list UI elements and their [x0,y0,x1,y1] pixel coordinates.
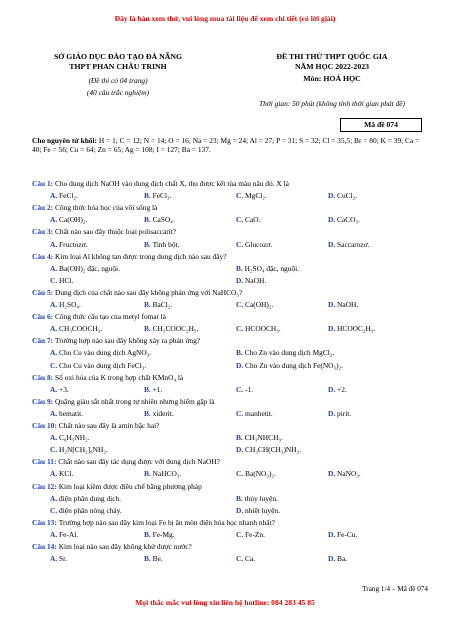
question-text: Quặng giàu sắt nhất trong tự nhiên nhưng hiếm gặp là [55,396,215,406]
option-letter: B. [144,191,153,201]
option-text: -1. [245,384,254,394]
question-number: Câu 9: [32,396,55,406]
option-text: Fructozơ. [59,239,88,249]
atomic-masses [32,136,427,155]
option-text: HCOOC₂H₅. [337,324,376,334]
answer-option[interactable] [50,554,67,563]
question-stem [32,336,432,345]
option-letter: B. [236,433,245,443]
option-letter: A. [50,384,60,394]
option-text: Cho Zn vào dung dịch Fe(NO₃)₂. [245,360,343,370]
question-text: Trường hợp nào sau đây kim loại Fe bị ăn mòn điện hóa học nhanh nhất? [58,517,275,527]
answer-row [32,385,432,397]
option-letter: C. [236,300,246,309]
exam-title: ĐỀ THI THỬ THPT QUỐC GIA [276,52,388,61]
header-left-notes [18,76,218,98]
answer-row [32,409,432,421]
answer-option[interactable] [50,506,122,515]
question-number: Câu 6: [32,312,55,322]
answer-option[interactable] [50,433,90,442]
option-text: Fe-Zn. [245,529,265,539]
option-letter: D. [328,554,338,564]
question-text: Chất nào sau đây thuộc loại polisaccarit? [55,227,177,237]
answer-option[interactable] [236,409,273,418]
answer-option[interactable] [50,530,78,539]
answer-row [32,530,432,542]
option-text: thủy luyện. [244,493,278,503]
option-letter: C. [236,324,246,334]
option-letter: C. [236,469,246,479]
question-stem [32,397,432,406]
option-letter: B. [144,529,153,539]
answer-option[interactable] [236,215,260,224]
option-text: CaO. [245,215,261,225]
option-letter: B. [144,239,153,249]
answer-option[interactable] [236,506,280,515]
answer-option[interactable] [144,324,198,333]
answer-option[interactable] [236,300,273,309]
question-number: Câu 5: [32,287,55,297]
question-stem [32,421,432,430]
answer-row [32,445,432,457]
answer-option[interactable] [328,324,375,333]
option-text: +3. [59,384,69,394]
answer-option[interactable] [236,361,343,370]
question-stem [32,227,432,236]
question-number: Câu 4: [32,251,55,261]
answer-option[interactable] [50,469,73,478]
question-number: Câu 14: [32,542,59,551]
answer-option[interactable] [328,530,357,539]
option-letter: A. [50,469,60,479]
answer-option[interactable] [328,554,347,563]
option-text: Fe-Mg. [152,529,175,539]
option-letter: C. [50,360,60,370]
option-text: KCl. [59,469,74,479]
option-letter: C. [236,529,246,539]
option-letter: D. [328,215,338,225]
school-year: NĂM HỌC 2022-2023 [294,61,370,71]
option-letter: B. [144,300,153,309]
answer-option[interactable] [236,264,299,273]
option-letter: D. [328,384,338,394]
option-text: Ba(NO₃)₂. [245,469,276,479]
option-letter: A. [50,215,60,225]
option-text: Cho Cu vào dung dịch AgNO₃. [59,348,152,358]
option-letter: D. [328,324,338,334]
answer-option[interactable] [236,348,334,357]
answer-option[interactable] [144,191,171,200]
option-text: HCl. [59,275,74,285]
option-text: pirit. [337,408,352,418]
option-text: CuCl₂. [337,191,358,201]
answer-option[interactable] [236,469,276,478]
question-number: Câu 11: [32,457,59,467]
question-stem [32,457,432,466]
page-count-note: (Đề thi có 04 trang) [88,76,148,85]
answer-option[interactable] [50,191,78,200]
option-letter: A. [50,348,60,358]
option-letter: B. [236,263,245,273]
answer-option[interactable] [50,240,87,249]
option-letter: C. [50,275,60,285]
answer-option[interactable] [236,554,255,563]
option-letter: A. [50,433,60,443]
answer-option[interactable] [144,530,175,539]
option-letter: C. [236,554,246,564]
answer-option[interactable] [236,385,253,394]
answer-option[interactable] [50,264,120,273]
option-text: H₂SO₄ đặc, nguội. [244,263,300,273]
answer-option[interactable] [236,494,278,503]
option-text: Ca. [245,554,256,564]
answer-option[interactable] [328,191,357,200]
question-number: Câu 1: [32,179,55,188]
question-count-note: (40 câu trắc nghiệm) [86,88,150,98]
answer-row [32,324,432,336]
question-text: Công thức cấu tạo của metyl fomat là [55,312,166,322]
department-name: SỞ GIÁO DỤC ĐÀO TẠO ĐÀ NẴNG [53,52,183,61]
option-text: CH₃COOC₂H₅. [152,324,199,334]
option-text: xiderit. [152,408,174,418]
option-letter: D. [328,191,338,201]
option-letter: A. [50,493,60,503]
answer-row [32,300,432,312]
option-letter: B. [236,348,245,358]
question-stem [32,482,432,491]
option-letter: B. [144,469,153,479]
option-text: Be. [152,554,163,564]
option-text: NaNO₃. [337,469,361,479]
answer-row [32,469,432,481]
answer-option[interactable] [328,300,358,309]
page-footer: Trang 1/4 – Mã đề 074 [362,585,428,593]
option-text: Ba(OH)₂ đặc, nguội. [59,263,120,273]
answer-option[interactable] [328,240,369,249]
option-text: FeCl₃. [152,191,172,201]
header-left [18,52,218,71]
option-text: điện phân dung dịch. [59,493,122,503]
option-letter: D. [236,505,246,515]
option-text: CH₃CH(CH₃)NH₂. [245,445,302,455]
question-stem [32,373,432,382]
answer-option[interactable] [50,409,83,418]
option-letter: C. [236,239,246,249]
option-letter: A. [50,263,60,273]
option-text: CaSO₄. [152,215,175,225]
option-text: C₆H₅NH₂. [59,433,90,443]
question-stem [32,542,432,551]
answer-option[interactable] [236,433,283,442]
option-letter: D. [236,445,246,455]
atomic-masses-text: H = 1; C = 12; N = 14; O = 16; Na = 23; Mg = 24; Al = 27; P = 31; S = 32; Cl = 35,5; Br = 80; K = 39; Ca = 40; Fe = 56; Cu = 64; Zn = 65; Ag = 108; I = 127; Ba = 137. [32,136,420,155]
answer-option[interactable] [144,300,172,309]
option-text: NaHCO₃. [152,469,182,479]
answer-option[interactable] [236,276,266,285]
exam-duration: Thời gian: 50 phút (không tính thời gian phát đề) [258,99,406,108]
question-number: Câu 13: [32,517,59,527]
option-letter: D. [328,239,338,249]
answer-row [32,240,432,252]
option-text: điện phân nóng chảy. [59,505,122,515]
answer-row [32,215,432,227]
answer-option[interactable] [144,409,174,418]
option-text: Glucozơ. [245,239,273,249]
option-text: CaCO₃. [337,215,360,225]
option-text: BaCl₂. [152,300,173,309]
question-text: Dung dịch của chất nào sau đây không phản ứng với NaHCO₃? [55,287,243,297]
question-stem [32,518,432,527]
answer-option[interactable] [50,445,108,454]
option-text: Tinh bột. [152,239,180,249]
option-text: CH₃NHCH₃. [244,433,283,443]
school-name: THPT PHAN CHÂU TRINH [69,61,167,71]
preview-banner: Đây là bản xem thử, vui lòng mua tài liệu để xem chi tiết (có lời giải) [114,14,336,23]
question-text: Kim loại nào sau đây không khử được nước? [58,542,192,551]
answer-option[interactable] [144,215,175,224]
option-letter: B. [144,554,153,564]
option-letter: C. [236,191,246,201]
option-letter: B. [144,408,153,418]
option-text: Cho Cu vào dung dịch FeCl₃. [59,360,147,370]
answer-option[interactable] [236,445,301,454]
option-text: Ba. [337,554,348,564]
option-text: HCOOCH₃. [245,324,281,334]
question-number: Câu 2: [32,203,55,213]
question-text: Số oxi hóa của K trong hợp chất KMnO₄ là [55,372,184,382]
question-text: Công thức hóa học của vôi sống là [55,203,158,213]
answer-row [32,361,432,373]
option-text: H₂N[CH₂]₆NH₂. [59,445,108,455]
option-letter: D. [236,275,246,285]
answer-row [32,264,432,276]
option-text: Fe-Al. [59,529,79,539]
answer-row [32,506,432,518]
question-stem [32,203,432,212]
answer-option[interactable] [50,276,73,285]
question-number: Câu 8: [32,372,55,382]
option-letter: B. [144,384,153,394]
option-letter: A. [50,554,60,564]
option-text: Fe-Cu. [337,529,358,539]
option-text: H₂SO₄. [59,300,81,309]
option-letter: B. [144,324,153,334]
option-letter: C. [236,215,246,225]
answer-option[interactable] [50,494,121,503]
option-letter: D. [328,408,338,418]
option-letter: D. [236,360,246,370]
question-text: Trường hợp nào sau đây không xảy ra phản ứng? [55,336,201,346]
question-number: Câu 7: [32,336,55,346]
question-stem [32,179,432,188]
option-text: hematit. [59,408,84,418]
question-text: Cho dung dịch NaOH vào dung dịch chất X, thu được kết tủa màu nâu đỏ. X là [55,179,289,188]
answer-option[interactable] [50,348,151,357]
answer-option[interactable] [328,385,347,394]
option-text: nhiệt luyện. [245,505,280,515]
answer-option[interactable] [144,554,163,563]
hotline-footer: Mọi thắc mắc vui lòng xin liên hệ hotline: 084 283 45 85 [135,598,315,607]
subject: Môn: HOÁ HỌC [303,74,361,84]
option-letter: C. [236,384,246,394]
option-text: Ca(OH)₂. [59,215,88,225]
exam-code-box: Mã đề 074 [340,118,422,132]
option-text: MgCl₂. [245,191,267,201]
answer-option[interactable] [236,324,281,333]
option-text: manhetit. [245,408,273,418]
option-text: CH₃COOCH₃. [59,324,103,334]
answer-option[interactable] [236,240,272,249]
question-number: Câu 3: [32,227,55,237]
answer-option[interactable] [236,530,265,539]
answer-option[interactable] [144,385,162,394]
option-text: FeCl₂. [59,191,78,201]
answer-option[interactable] [236,191,267,200]
option-text: NaOH. [337,300,359,309]
question-text: Chất nào sau đây tác dụng được với dung dịch NaOH? [58,457,220,467]
option-text: Cho Zn vào dung dịch MgCl₂. [244,348,335,358]
option-letter: D. [328,529,338,539]
option-text: NaOH. [245,275,267,285]
answer-option[interactable] [50,324,102,333]
question-number: Câu 10: [32,421,59,430]
answer-row [32,494,432,506]
option-letter: A. [50,239,60,249]
option-letter: D. [328,469,338,479]
option-letter: A. [50,191,60,201]
atomic-masses-label: Cho nguyên tử khối: [32,136,98,145]
answer-option[interactable] [50,385,69,394]
answer-row [32,433,432,445]
option-letter: C. [236,408,246,418]
question-stem [32,312,432,321]
answer-option[interactable] [144,469,181,478]
option-text: Ca(OH)₂. [245,300,274,309]
option-letter: A. [50,300,60,309]
option-letter: B. [236,493,245,503]
option-text: Saccarozơ. [337,239,370,249]
option-letter: C. [50,445,60,455]
answer-option[interactable] [144,240,179,249]
answer-option[interactable] [328,409,351,418]
option-letter: B. [144,215,153,225]
header-right [222,52,442,84]
answer-option[interactable] [50,215,87,224]
option-text: +2. [337,384,347,394]
answer-option[interactable] [50,361,146,370]
answer-row [32,191,432,203]
answer-row [32,348,432,360]
answer-option[interactable] [50,300,81,309]
question-stem [32,288,432,297]
question-text: Kim loại Al không tan được trong dung dịch nào sau đây? [55,251,227,261]
question-text: Chất nào sau đây là amin bậc hai? [58,421,160,430]
question-stem [32,252,432,261]
option-letter: D. [328,300,338,309]
answer-option[interactable] [328,469,361,478]
option-letter: A. [50,324,60,334]
option-text: +1. [152,384,163,394]
option-letter: C. [50,505,60,515]
option-letter: A. [50,529,60,539]
answer-row [32,554,432,566]
question-number: Câu 12: [32,481,59,491]
question-text: Kim loại kiềm được điều chế bằng phương pháp [58,481,202,491]
answer-row [32,276,432,288]
option-text: Sr. [59,554,68,564]
answer-option[interactable] [328,215,360,224]
option-letter: A. [50,408,60,418]
